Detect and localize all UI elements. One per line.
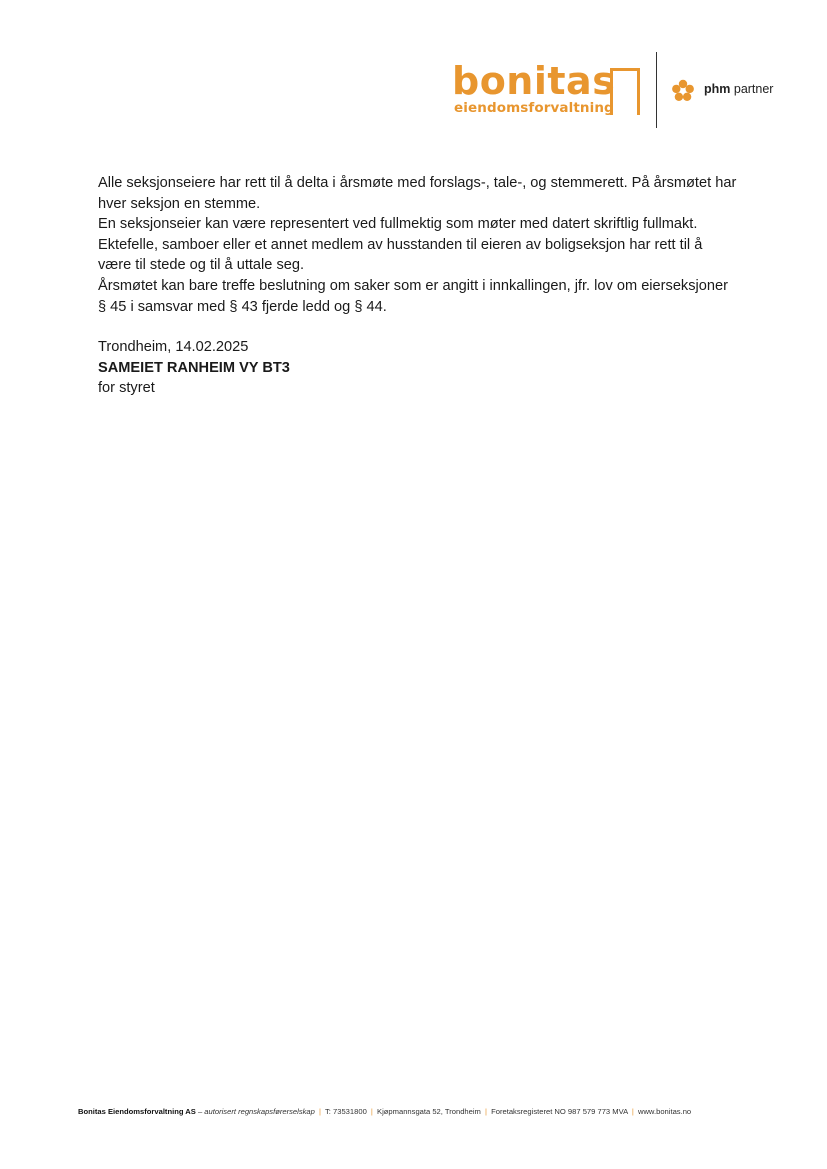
footer-tagline: – autorisert regnskapsførerselskap xyxy=(195,1107,315,1116)
paragraph-decisions: Årsmøtet kan bare treffe beslutning om saker som er angitt i innkallingen, jfr. lov om eierseksjoner § 45 i samsvar med § 43 fjerde ledd og § 44. xyxy=(98,277,728,315)
footer-company: Bonitas Eiendomsforvaltning AS xyxy=(78,1107,196,1116)
signature-block xyxy=(98,337,598,399)
bonitas-logo-bracket-icon xyxy=(610,68,640,115)
organization-name: SAMEIET RANHEIM VY BT3 xyxy=(98,359,290,376)
place-date: Trondheim, 14.02.2025 xyxy=(98,339,249,355)
page-footer xyxy=(78,1107,778,1116)
footer-website-link[interactable]: www.bonitas.no xyxy=(637,1107,692,1116)
phm-partner-label xyxy=(704,82,773,96)
signatory-role: for styret xyxy=(98,380,155,397)
footer-registry: Foretaksregisteret NO 987 579 773 MVA xyxy=(491,1107,628,1116)
bonitas-logo-wordmark: bonitas xyxy=(452,59,616,103)
logo-divider xyxy=(656,52,657,128)
footer-separator: | xyxy=(319,1107,321,1116)
footer-address: Kjøpmannsgata 52, Trondheim xyxy=(377,1107,481,1116)
partner-label-rest: partner xyxy=(730,82,774,96)
footer-phone: T: 73531800 xyxy=(324,1107,367,1116)
footer-separator: | xyxy=(631,1107,634,1116)
bonitas-logo-subtitle: eiendomsforvaltning xyxy=(454,100,614,116)
partner-label-bold: phm xyxy=(704,82,731,96)
flower-icon xyxy=(670,78,696,104)
footer-separator: | xyxy=(485,1107,487,1116)
paragraph-proxy: En seksjonseier kan være representert ved fullmektig som møter med datert skriftlig fullmakt. Ektefelle, samboer eller et annet medlem av husstanden til eieren av boligseksjon har rett til å være til stede og til å uttale seg. xyxy=(98,216,703,274)
paragraph-voting-rights: Alle seksjonseiere har rett til å delta i årsmøte med forslags-, tale-, og stemmerett. På årsmøtet har hver seksjon en stemme. xyxy=(98,175,737,212)
footer-separator: | xyxy=(370,1107,373,1116)
letterhead xyxy=(452,52,792,132)
body-text xyxy=(98,173,738,317)
